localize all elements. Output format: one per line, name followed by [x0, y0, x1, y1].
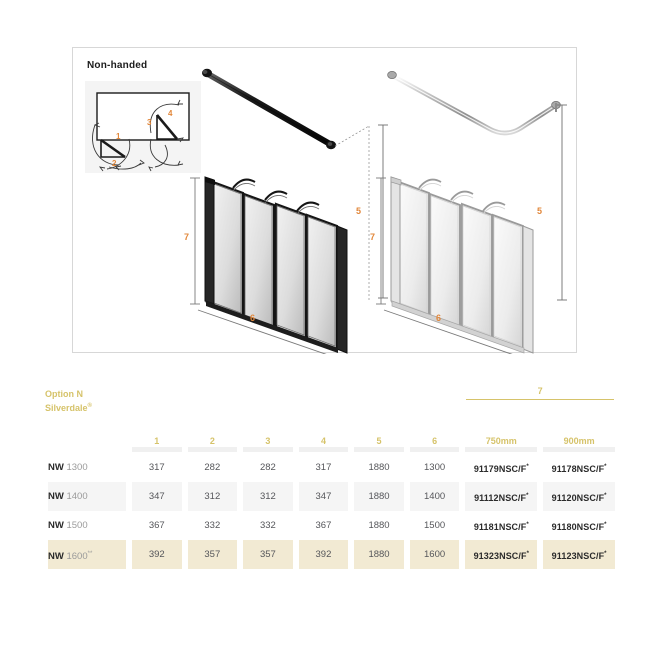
dimension-label-rail-left: 5 [356, 206, 362, 216]
separator-cell [540, 446, 618, 453]
row-product-code-750mm[interactable]: 91112NSC/F* [462, 482, 540, 511]
header-row [33, 384, 618, 406]
row-value-1: 347 [129, 482, 185, 511]
bath-screen-chrome [391, 177, 533, 353]
table-row[interactable] [33, 540, 618, 569]
separator-cell [240, 446, 296, 453]
header-option-line1: Option N [45, 389, 83, 399]
row-value-4: 367 [315, 520, 332, 531]
header-group-7 [462, 384, 618, 406]
product-illustrations-svg [73, 48, 578, 354]
row-value-3: 332 [259, 520, 276, 531]
row-product-code-750mm[interactable]: 91181NSC/F* [473, 522, 529, 532]
spec-table-container [33, 384, 618, 569]
separator-cell [351, 446, 407, 453]
separator-cell [407, 446, 463, 453]
separator-cell [296, 446, 352, 453]
row-value-3: 282 [259, 462, 276, 473]
row-value-2: 282 [204, 462, 221, 473]
row-value-2: 332 [204, 520, 221, 531]
svg-text:3: 3 [147, 118, 152, 127]
dimension-line-height-left [190, 178, 200, 304]
row-product-code-750mm[interactable]: 91323NSC/F* [462, 540, 540, 569]
separator-cell [129, 446, 185, 453]
separator-cell [462, 446, 540, 453]
header-col-5: 5 [351, 384, 407, 446]
spec-table [33, 384, 618, 569]
dimension-label-width-right: 6 [436, 313, 442, 323]
panel-title: Non-handed [87, 60, 148, 71]
row-value-3: 312 [240, 482, 296, 511]
header-col-4: 4 [296, 384, 352, 446]
header-col-1: 1 [129, 384, 185, 446]
header-sub-750: 750mm [462, 406, 540, 446]
row-value-5: 1880 [351, 540, 407, 569]
dimension-line-rail-right [557, 105, 567, 300]
straight-rail-dark [202, 69, 336, 149]
header-col-3: 3 [240, 384, 296, 446]
row-value-5: 1880 [351, 482, 407, 511]
separator-cell [185, 446, 241, 453]
registered-mark-icon: ® [87, 403, 92, 409]
svg-text:2: 2 [112, 159, 117, 168]
row-value-1: 392 [129, 540, 185, 569]
row-value-2: 312 [185, 482, 241, 511]
header-sub-900: 900mm [540, 406, 618, 446]
row-product-code-900mm[interactable]: 91120NSC/F* [540, 482, 618, 511]
row-product-code-900mm[interactable]: 91178NSC/F* [551, 464, 607, 474]
header-option-line2: Silverdale [45, 403, 88, 413]
dimension-label-width-left: 6 [250, 313, 256, 323]
row-value-6: 1400 [407, 482, 463, 511]
row-product-code-900mm[interactable]: 91180NSC/F* [551, 522, 607, 532]
separator-cell [33, 446, 129, 453]
row-value-1: 317 [148, 462, 165, 473]
row-value-5: 1880 [368, 520, 390, 531]
row-value-6: 1600 [407, 540, 463, 569]
row-size-label: NW 1400 [33, 482, 129, 511]
row-value-5: 1880 [368, 462, 390, 473]
header-separator-row [33, 446, 618, 453]
dimension-label-height-left: 7 [184, 232, 190, 242]
svg-text:4: 4 [168, 109, 173, 118]
row-value-6: 1500 [424, 520, 446, 531]
row-value-4: 317 [315, 462, 332, 473]
row-product-code-900mm[interactable]: 91123NSC/F* [540, 540, 618, 569]
row-product-code-750mm[interactable]: 91179NSC/F* [473, 464, 529, 474]
bath-screen-dark [205, 177, 347, 353]
row-value-3: 357 [240, 540, 296, 569]
row-size-label: NW 1500 [48, 520, 88, 531]
header-col-2: 2 [185, 384, 241, 446]
svg-text:1: 1 [116, 132, 121, 141]
diagram-panel [72, 47, 577, 353]
header-col-6: 6 [407, 384, 463, 446]
row-size-label: NW 1600** [33, 540, 129, 569]
row-value-4: 392 [296, 540, 352, 569]
spec-table-body [33, 446, 618, 569]
dimension-label-rail-right: 5 [537, 206, 543, 216]
row-size-label: NW 1300 [48, 462, 88, 473]
table-row[interactable] [33, 482, 618, 511]
curved-rail-chrome [388, 71, 561, 133]
row-value-1: 367 [148, 520, 165, 531]
row-value-6: 1300 [424, 462, 446, 473]
table-row[interactable] [33, 453, 618, 482]
header-option-label [33, 384, 129, 446]
spec-table-head [33, 384, 618, 446]
dimension-label-height-right: 7 [370, 232, 376, 242]
dimension-line-height-right [376, 178, 386, 304]
table-row[interactable] [33, 511, 618, 540]
header-group-7-label: 7 [537, 386, 543, 396]
header-group-rule [466, 399, 614, 400]
row-value-2: 357 [185, 540, 241, 569]
row-value-4: 347 [296, 482, 352, 511]
